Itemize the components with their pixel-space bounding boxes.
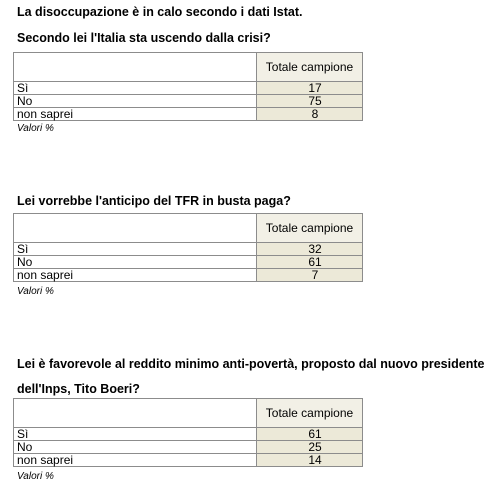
row-label: non saprei (14, 269, 257, 282)
table-row (14, 256, 363, 269)
row-label: Sì (14, 82, 257, 95)
row-label: Sì (14, 243, 257, 256)
column-header: Totale campione (257, 399, 363, 428)
table-row (14, 82, 363, 95)
row-value: 61 (257, 428, 363, 441)
row-value: 14 (257, 454, 363, 467)
question-title: Lei è favorevole al reddito minimo anti-povertà, proposto dal nuovo presidente dell'Inps, Tito Boeri? (17, 357, 485, 396)
row-value: 17 (257, 82, 363, 95)
row-value: 8 (257, 108, 363, 121)
column-header: Totale campione (257, 214, 363, 243)
table-row (14, 108, 363, 121)
header-blank-cell (14, 399, 257, 428)
results-table (13, 398, 363, 467)
table-row (14, 454, 363, 467)
row-label: No (14, 256, 257, 269)
table-note: Valori % (17, 286, 54, 297)
row-label: No (14, 95, 257, 108)
table-row (14, 95, 363, 108)
row-label: No (14, 441, 257, 454)
row-value: 75 (257, 95, 363, 108)
table-row (14, 269, 363, 282)
table-note: Valori % (17, 123, 54, 134)
results-table (13, 52, 363, 121)
table-row (14, 441, 363, 454)
header-blank-cell (14, 214, 257, 243)
question-title: Lei vorrebbe l'anticipo del TFR in busta paga? (17, 194, 291, 208)
row-value: 7 (257, 269, 363, 282)
question-title: Secondo lei l'Italia sta uscendo dalla crisi? (17, 31, 271, 45)
row-value: 61 (257, 256, 363, 269)
column-header: Totale campione (257, 53, 363, 82)
row-value: 32 (257, 243, 363, 256)
table-row (14, 428, 363, 441)
row-value: 25 (257, 441, 363, 454)
row-label: non saprei (14, 454, 257, 467)
header-blank-cell (14, 53, 257, 82)
row-label: Sì (14, 428, 257, 441)
table-header-row (14, 53, 363, 82)
table-header-row (14, 399, 363, 428)
results-table (13, 213, 363, 282)
table-note: Valori % (17, 471, 54, 482)
table-row (14, 243, 363, 256)
row-label: non saprei (14, 108, 257, 121)
question-title: La disoccupazione è in calo secondo i dati Istat. (17, 5, 303, 19)
table-header-row (14, 214, 363, 243)
